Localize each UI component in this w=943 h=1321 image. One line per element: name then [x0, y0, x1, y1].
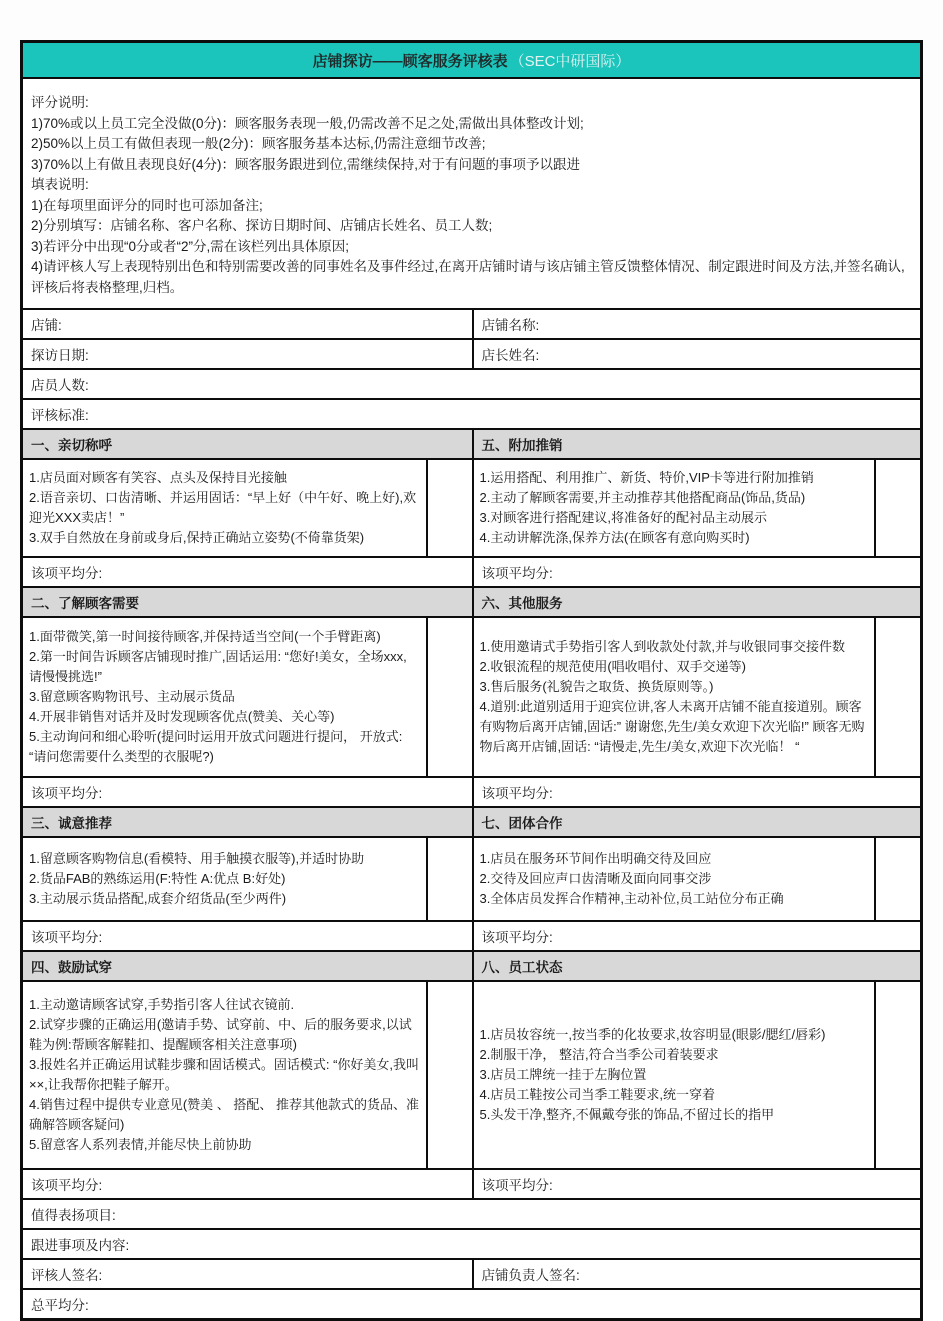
- checklist-item: 2.主动了解顾客需要,并主动推荐其他搭配商品(饰品,货品): [479, 490, 806, 505]
- form-title-bar: [23, 43, 920, 79]
- section-header-row: [23, 808, 920, 838]
- checklist-item: 1.店员在服务环节间作出明确交待及回应: [479, 851, 712, 866]
- checklist-section-2: [23, 618, 426, 776]
- score-cell: [874, 838, 920, 920]
- checklist-item: 1.店员面对顾客有笑容、点头及保持目光接触: [29, 470, 287, 485]
- score-cell: [426, 982, 472, 1168]
- signature-row: [23, 1260, 920, 1290]
- praise-row: [23, 1200, 920, 1230]
- section-title-7: 七、团体合作: [472, 808, 921, 836]
- followup-row: [23, 1230, 920, 1260]
- form-title: 店铺探访——顾客服务评核表: [312, 52, 508, 70]
- checklist-item: 2.试穿步骤的正确运用(邀请手势、试穿前、中、后的服务要求,以试鞋为例:帮顾客解鞋扣、提醒顾客相关注意事项): [29, 1017, 412, 1052]
- average-score-row: [23, 778, 920, 808]
- section-title-6: 六、其他服务: [472, 588, 921, 616]
- store-name-field-label: 店铺名称:: [472, 310, 921, 338]
- average-score-label: 该项平均分:: [472, 922, 921, 950]
- section-body-5: [472, 460, 921, 556]
- average-score-label: 该项平均分:: [31, 1178, 103, 1193]
- average-score-label: 该项平均分:: [31, 786, 103, 801]
- checklist-item: 3.全体店员发挥合作精神,主动补位,员工站位分布正确: [479, 891, 784, 906]
- checklist-item: 5.主动询问和细心聆听(提问时运用开放式问题进行提问， 开放式: “请问您需要什么类型的衣服呢?): [29, 729, 403, 764]
- checklist-item: 4.主动讲解洗涤,保养方法(在顾客有意向购买时): [479, 530, 750, 545]
- section-body-row: [23, 982, 920, 1170]
- checklist-item: 4.店员工鞋按公司当季工鞋要求,统一穿着: [479, 1087, 715, 1102]
- info-row-staff-count: [23, 370, 920, 400]
- average-score-row: [23, 922, 920, 952]
- score-cell: [426, 618, 472, 776]
- checklist-section-4: [23, 982, 426, 1168]
- scoring-instructions-list: [31, 114, 912, 176]
- score-cell: [874, 460, 920, 556]
- checklist-section-7: [474, 838, 875, 920]
- followup-field-label: 跟进事项及内容:: [31, 1238, 130, 1253]
- instruction-line: 4)请评核人写上表现特别出色和特别需要改善的同事姓名及事件经过,在离开店铺时请与该店铺主管反馈整体情况、制定跟进时间及方法,并签名确认,评核后将表格整理,归档。: [31, 259, 905, 295]
- section-body-4: [23, 982, 472, 1168]
- checklist-item: 2.语音亲切、口齿清晰、并运用固话：“早上好（中午好、晚上好),欢迎光XXX卖店！”: [29, 490, 417, 525]
- form-subtitle: （SEC中研国际）: [509, 52, 631, 70]
- checklist-item: 2.制服干净， 整洁,符合当季公司着装要求: [479, 1047, 719, 1062]
- checklist-item: 2.货品FAB的熟练运用(F:特性 A:优点 B:好处): [29, 871, 286, 886]
- average-score-row: [23, 558, 920, 588]
- section-title-1: 一、亲切称呼: [23, 430, 472, 458]
- checklist-item: 3.对顾客进行搭配建议,将准备好的配衬品主动展示: [479, 510, 767, 525]
- average-score-label: 该项平均分:: [472, 778, 921, 806]
- instruction-line: 1)70%或以上员工完全没做(0分)：顾客服务表现一般,仍需改善不足之处,需做出具体整改计划;: [31, 115, 584, 131]
- checklist-item: 2.收银流程的规范使用(唱收唱付、双手交递等): [479, 659, 747, 674]
- score-cell: [874, 982, 920, 1168]
- info-row-criteria: [23, 400, 920, 430]
- checklist-item: 1.运用搭配、利用推广、新货、特价,VIP卡等进行附加推销: [479, 470, 814, 485]
- checklist-item: 3.店员工牌统一挂于左胸位置: [479, 1067, 647, 1082]
- total-average-label: 总平均分:: [31, 1298, 89, 1313]
- score-cell: [426, 838, 472, 920]
- section-body-row: [23, 460, 920, 558]
- manager-name-field-label: 店长姓名:: [472, 340, 921, 368]
- checklist-section-3: [23, 838, 426, 920]
- section-body-7: [472, 838, 921, 920]
- average-score-label: 该项平均分:: [472, 1170, 921, 1198]
- section-body-row: [23, 618, 920, 778]
- section-body-row: [23, 838, 920, 922]
- checklist-item: 5.头发干净,整齐,不佩戴夸张的饰品,不留过长的指甲: [479, 1107, 775, 1122]
- checklist-section-8: [474, 982, 875, 1168]
- section-header-row: [23, 952, 920, 982]
- instruction-line: 3)若评分中出现“0分或者“2”分,需在该栏列出具体原因;: [31, 238, 350, 254]
- section-title-8: 八、员工状态: [472, 952, 921, 980]
- section-title-2: 二、了解顾客需要: [23, 588, 472, 616]
- section-title-3: 三、诚意推荐: [23, 808, 472, 836]
- section-title-5: 五、附加推销: [472, 430, 921, 458]
- checklist-item: 3.双手自然放在身前或身后,保持正确站立姿势(不倚靠货架): [29, 530, 365, 545]
- average-score-row: [23, 1170, 920, 1200]
- checklist-section-6: [474, 618, 875, 776]
- checklist-item: 5.留意客人系列表情,并能尽快上前协助: [29, 1137, 252, 1152]
- score-cell: [874, 618, 920, 776]
- checklist-item: 2.第一时间告诉顾客店铺现时推广,固话运用: “您好!美女，全场xxx,请慢慢挑选!”: [29, 649, 407, 684]
- criteria-field-label: 评核标准:: [31, 408, 89, 423]
- average-score-label: 该项平均分:: [31, 930, 103, 945]
- filling-instructions-title: 填表说明:: [31, 177, 89, 192]
- checklist-item: 1.主动邀请顾客试穿,手势指引客人往试衣镜前.: [29, 997, 295, 1012]
- average-score-label: 该项平均分:: [472, 558, 921, 586]
- instruction-line: 3)70%以上有做且表现良好(4分)：顾客服务跟进到位,需继续保持,对于有问题的事项予以跟进: [31, 156, 581, 172]
- checklist-item: 3.售后服务(礼貌告之取货、换货原则等。): [479, 679, 714, 694]
- store-manager-signature-label: 店铺负责人签名:: [472, 1260, 921, 1288]
- section-title-4: 四、鼓励试穿: [23, 952, 472, 980]
- info-row-date: [23, 340, 920, 370]
- assessor-signature-label: 评核人签名:: [31, 1268, 103, 1283]
- instruction-line: 2)50%以上员工有做但表现一般(2分)：顾客服务基本达标,仍需注意细节改善;: [31, 136, 486, 151]
- score-cell: [426, 460, 472, 556]
- form-frame: [20, 40, 923, 1321]
- total-average-row: [23, 1290, 920, 1318]
- info-row-store: [23, 310, 920, 340]
- checklist-section-5: [474, 460, 875, 556]
- visit-date-field-label: 探访日期:: [31, 348, 89, 363]
- checklist-item: 3.报姓名并正确运用试鞋步骤和固话模式。固话模式: “你好美女,我叫××,让我帮你把鞋子解开。: [29, 1057, 420, 1092]
- scoring-instructions-title: 评分说明:: [31, 95, 89, 110]
- filling-instructions-list: [31, 196, 912, 299]
- instruction-line: 1)在每项里面评分的同时也可添加备注;: [31, 197, 263, 213]
- section-body-2: [23, 618, 472, 776]
- checklist-item: 1.店员妆容统一,按当季的化妆要求,妆容明显(眼影/腮红/唇彩): [479, 1027, 826, 1042]
- section-body-3: [23, 838, 472, 920]
- section-body-1: [23, 460, 472, 556]
- checklist-item: 4.道别:此道别适用于迎宾位讲,客人未离开店铺不能直接道别。顾客有购物后离开店铺,固话:” 谢谢您,先生/美女欢迎下次光临!” 顾客无购物后离开店铺,固话: “请慢走,先生/美女,欢迎下次光临！ “: [479, 699, 865, 754]
- checklist-item: 1.使用邀请式手势指引客人到收款处付款,并与收银同事交接件数: [479, 639, 845, 654]
- section-body-8: [472, 982, 921, 1168]
- instructions-block: [23, 79, 920, 310]
- checklist-item: 4.开展非销售对话并及时发现顾客优点(赞美、关心等): [29, 709, 335, 724]
- staff-count-field-label: 店员人数:: [31, 378, 89, 393]
- checklist-item: 3.留意顾客购物讯号、主动展示货品: [29, 689, 235, 704]
- praise-field-label: 值得表扬项目:: [31, 1208, 116, 1223]
- checklist-item: 1.留意顾客购物信息(看模特、用手触摸衣服等),并适时协助: [29, 851, 365, 866]
- average-score-label: 该项平均分:: [31, 566, 103, 581]
- checklist-item: 4.销售过程中提供专业意见(赞美 、 搭配、 推荐其他款式的货品、准确解答顾客疑问): [29, 1097, 420, 1132]
- section-body-6: [472, 618, 921, 776]
- checklist-item: 2.交待及回应声口齿清晰及面向同事交涉: [479, 871, 712, 886]
- instruction-line: 2)分别填写：店铺名称、客户名称、探访日期时间、店铺店长姓名、员工人数;: [31, 218, 493, 233]
- section-header-row: [23, 430, 920, 460]
- checklist-item: 1.面带微笑,第一时间接待顾客,并保持适当空间(一个手臂距离): [29, 629, 381, 644]
- checklist-section-1: [23, 460, 426, 556]
- checklist-item: 3.主动展示货品搭配,成套介绍货品(至少两件): [29, 891, 287, 906]
- store-field-label: 店铺:: [31, 318, 62, 333]
- section-header-row: [23, 588, 920, 618]
